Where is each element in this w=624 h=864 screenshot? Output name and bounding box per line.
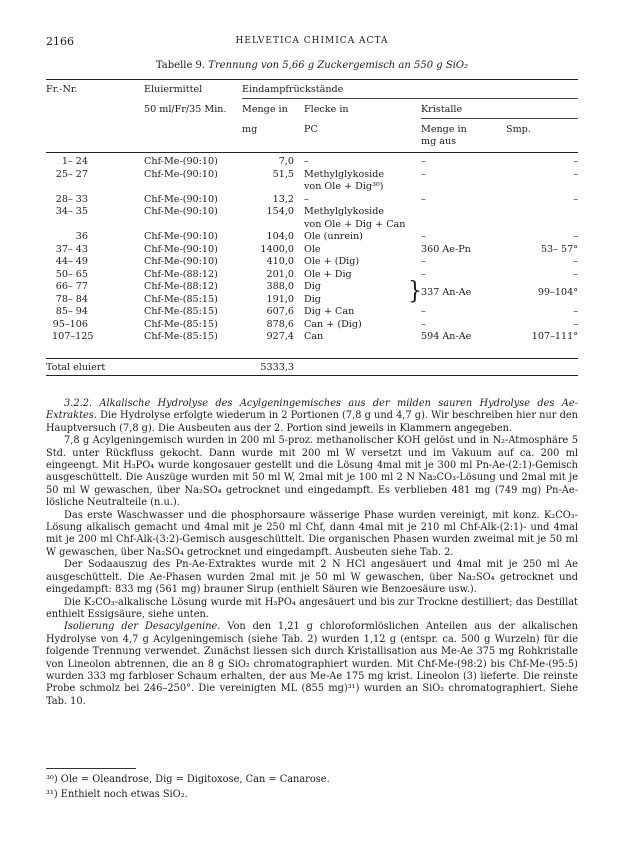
row-flecke-cont: von Ole + Dig + Can <box>304 218 406 230</box>
row-kristalle: – <box>421 268 426 280</box>
row-eluiermittel: Chf-Me-(90:10) <box>144 168 218 180</box>
paragraph-4: Der Sodaauszug des Pn-Ae-Extraktes wurde mit 2 N HCl angesäuert und 4mal mit je 250 ml Ae ausgeschüttelt. Die Ae-Phasen wurden 2mal mit je 50 ml W gewaschen, über Na₂SO₄ getrocknet und eingedampft: 833 mg (561 mg) brauner Sirup (enthielt Säuren wie Benzoesäure usw.). <box>46 559 578 596</box>
col-menge-unit: mg <box>242 124 258 135</box>
row-menge: 104,0 <box>266 231 294 242</box>
row-smp: 107–111° <box>531 331 578 342</box>
row-fr-nr: 37– 43 <box>55 243 88 255</box>
row-kristalle: – <box>421 193 426 205</box>
row-flecke: Ole <box>304 243 321 255</box>
row-smp: – <box>573 231 578 242</box>
table-caption <box>0 60 624 71</box>
row-fr-nr: 1– 24 <box>61 156 88 167</box>
row-kristalle: – <box>421 306 426 317</box>
row-flecke: Methylglykoside <box>304 206 385 217</box>
row-menge: 201,0 <box>266 268 294 280</box>
row-smp: – <box>573 168 578 180</box>
row-smp: 53– 57° <box>540 243 578 255</box>
eindampf-rule <box>242 98 578 99</box>
row-kristalle: – <box>421 231 426 242</box>
paragraph-2: 7,8 g Acylgeningemisch wurden in 200 ml 5-proz. methanolischer KOH gelöst und in N₂-Atmosphäre 5 Std. unter Rückfluss gekocht. Dann wurde mit 200 ml W versetzt und im Vakuum auf ca. 200 ml eingeengt. Mit H₃PO₄ wurde kongosauer gestellt und die Lösung 4mal mit je 300 ml Pn-Ae-(2:1)-Gemisch ausgeschüttelt. Die Auszüge wurden mit 50 ml W, 2mal mit je 100 ml 2 N Na₂CO₃-Lösung und 2mal mit je 50 ml W gewaschen, über Na₂SO₄ getrocknet und eingedampft. Es verblieben 481 mg (749 mg) Pn-Ae-lösliche Neutralteile (n.u.). <box>46 435 578 509</box>
row-menge: 388,0 <box>266 281 294 292</box>
row-smp: – <box>573 318 578 330</box>
paragraph-1-text: Die Hydrolyse erfolgte wiederum in 2 Portionen (7,8 g und 4,7 g). Wir beschreiben hier nur den Hauptversuch (7,8 g). Die Ausbeuten aus der 2. Portion sind jeweils in Klammern angegeben. <box>46 410 578 434</box>
row-eluiermittel: Chf-Me-(85:15) <box>144 306 218 317</box>
col-kmenge-header: Menge in <box>421 124 467 135</box>
col-eluier-header: Eluiermittel <box>144 84 203 95</box>
row-fr-nr: 28– 33 <box>55 193 88 205</box>
row-fr-nr: 78– 84 <box>55 293 88 305</box>
row-fr-nr: 50– 65 <box>55 268 88 280</box>
row-eluiermittel: Chf-Me-(85:15) <box>144 331 218 342</box>
row-eluiermittel: Chf-Me-(90:10) <box>144 206 218 217</box>
table-caption-label: Tabelle 9. <box>155 60 206 71</box>
row-eluiermittel: Chf-Me-(85:15) <box>144 293 218 305</box>
table-body <box>46 156 578 356</box>
row-menge: 51,5 <box>272 168 294 180</box>
row-kristalle: 594 An-Ae <box>421 331 472 342</box>
bracket-smp: 99–104° <box>537 287 578 298</box>
col-menge-header: Menge in <box>242 104 288 115</box>
row-fr-nr: 25– 27 <box>55 168 88 180</box>
row-flecke: Dig <box>304 281 321 292</box>
row-eluiermittel: Chf-Me-(90:10) <box>144 193 218 205</box>
row-flecke: Ole (unrein) <box>304 231 364 242</box>
footnote-31: ³¹) Enthielt noch etwas SiO₂. <box>46 789 188 800</box>
row-eluiermittel: Chf-Me-(88:12) <box>144 281 218 292</box>
row-eluiermittel: Chf-Me-(88:12) <box>144 268 218 280</box>
paragraph-6 <box>46 621 578 708</box>
row-flecke: Can <box>304 331 324 342</box>
col-flecke-header: Flecke in <box>304 104 349 115</box>
row-flecke: Can + (Dig) <box>304 318 362 330</box>
row-eluiermittel: Chf-Me-(90:10) <box>144 156 218 167</box>
row-eluiermittel: Chf-Me-(90:10) <box>144 243 218 255</box>
row-smp: – <box>573 256 578 267</box>
row-flecke: – <box>304 193 309 205</box>
row-kristalle: – <box>421 256 426 267</box>
row-flecke-cont: von Ole + Dig³⁰) <box>304 181 384 192</box>
paragraph-1 <box>46 398 578 435</box>
row-menge: 607,6 <box>266 306 294 317</box>
bracket-icon: } <box>408 277 422 306</box>
row-menge: 927,4 <box>266 331 294 342</box>
section-heading: 3.2.2. Alkalische Hydrolyse des Acylgeningemisches aus der milden sauren Hydrolyse des Ae-Extraktes. <box>46 398 578 422</box>
row-flecke: Ole + Dig <box>304 268 352 280</box>
col-kristalle-header: Kristalle <box>421 104 463 115</box>
col-smp-header: Smp. <box>506 124 531 135</box>
bracket-kristalle: 337 An-Ae <box>421 287 472 298</box>
row-eluiermittel: Chf-Me-(90:10) <box>144 256 218 267</box>
journal-title: HELVETICA CHIMICA ACTA <box>235 36 389 46</box>
row-fr-nr: 107–125 <box>52 331 94 342</box>
kristalle-rule <box>421 118 578 119</box>
row-kristalle: – <box>421 168 426 180</box>
table-total-rule <box>46 358 578 359</box>
row-flecke: Dig <box>304 293 321 305</box>
row-smp: – <box>573 193 578 205</box>
col-eluier-sub: 50 ml/Fr/35 Min. <box>144 104 227 115</box>
row-fr-nr: 36 <box>75 231 88 242</box>
total-value: 5333,3 <box>260 362 294 373</box>
row-fr-nr: 95–106 <box>52 318 88 330</box>
row-eluiermittel: Chf-Me-(85:15) <box>144 318 218 330</box>
row-smp: – <box>573 306 578 317</box>
row-fr-nr: 34– 35 <box>55 206 88 217</box>
row-kristalle: – <box>421 156 426 167</box>
paragraph-5: Die K₂CO₃-alkalische Lösung wurde mit H₃PO₄ angesäuert und bis zur Trockne destilliert; das Destillat enthielt Essigsäure, siehe unten. <box>46 596 578 620</box>
row-kristalle: – <box>421 318 426 330</box>
row-menge: 191,0 <box>266 293 294 305</box>
table-bottom-rule <box>46 375 578 376</box>
body-text <box>46 398 578 708</box>
row-menge: 7,0 <box>278 156 294 167</box>
footnote-rule <box>46 768 136 769</box>
row-smp: – <box>573 268 578 280</box>
row-fr-nr: 66– 77 <box>55 281 88 292</box>
row-menge: 410,0 <box>266 256 294 267</box>
row-flecke: Ole + (Dig) <box>304 256 360 267</box>
col-eindampf-header: Eindampfrückstände <box>242 84 344 95</box>
subsection-heading: Isolierung der Desacylgenine. <box>64 621 221 633</box>
table-header-rule <box>46 152 578 153</box>
total-label: Total eluiert <box>46 362 106 373</box>
row-flecke: Methylglykoside <box>304 168 385 180</box>
row-smp: – <box>573 156 578 167</box>
table-top-rule <box>46 79 578 80</box>
row-fr-nr: 44– 49 <box>55 256 88 267</box>
row-kristalle: 360 Ae-Pn <box>421 243 471 255</box>
col-fr-header: Fr.-Nr. <box>46 84 78 95</box>
row-menge: 878,6 <box>266 318 294 330</box>
col-kmenge-unit: mg aus <box>421 136 457 147</box>
paragraph-6-text: Von den 1,21 g chloroformlöslichen Anteilen aus der alkalischen Hydrolyse von 4,7 g Acylgeningemisch (siehe Tab. 2) wurden 1,12 g (entspr. ca. 500 g Wurzeln) für die folgende Trennung verwendet. Zunächst liessen sich durch Kristallisation aus Me-Ae 375 mg Rohkristalle von Lineolon abtrennen, die an 8 g SiO₂ chromatographiert wurden. Mit Chf-Me-(98:2) bis Chf-Me-(95:5) wurden 333 mg farbloser Schaum erhalten, der aus Me-Ae 175 mg krist. Lineolon (3) lieferte. Die reinste Probe schmolz bei 246–250°. Die vereinigten ML (855 mg)³¹) wurden an SiO₂ chromatographiert. Siehe Tab. 10. <box>46 621 578 707</box>
col-flecke-sub: PC <box>304 124 318 135</box>
footnote-30: ³⁰) Ole = Oleandrose, Dig = Digitoxose, Can = Canarose. <box>46 774 330 785</box>
row-menge: 154,0 <box>266 206 294 217</box>
paragraph-3: Das erste Waschwasser und die phosphorsaure wässerige Phase wurden vereinigt, mit konz. K₂CO₃-Lösung alkalisch gemacht und 4mal mit je 250 ml Chf, dann 4mal mit je 210 ml Chf-Alk-(2:1)- und 4mal mit je 200 ml Chf-Alk-(3:2)-Gemisch ausgeschüttelt. Die organischen Phasen wurden zweimal mit je 50 ml W gewaschen, über Na₂SO₄ getrocknet und eingedampft. Ausbeuten siehe Tab. 2. <box>46 509 578 558</box>
row-flecke: – <box>304 156 309 167</box>
row-flecke: Dig + Can <box>304 306 355 317</box>
table-caption-title: Trennung von 5,66 g Zuckergemisch an 550 g SiO₂ <box>208 60 469 71</box>
row-menge: 13,2 <box>272 193 294 205</box>
page-number: 2166 <box>46 35 74 48</box>
row-menge: 1400,0 <box>260 243 294 255</box>
row-eluiermittel: Chf-Me-(90:10) <box>144 231 218 242</box>
row-fr-nr: 85– 94 <box>55 306 88 317</box>
